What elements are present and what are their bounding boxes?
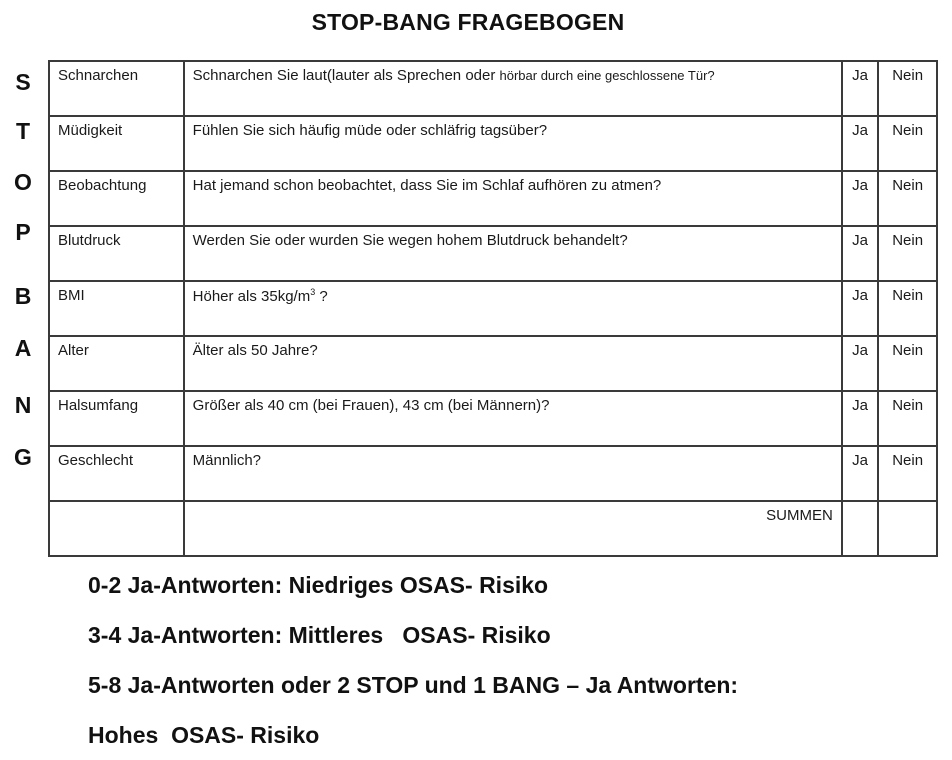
question-cell: Männlich? [184, 446, 842, 501]
category-cell: Halsumfang [49, 391, 184, 446]
table-row [49, 61, 937, 116]
acronym-letter-s: S [15, 69, 31, 95]
answer-yes[interactable]: Ja [842, 226, 878, 281]
question-cell: Größer als 40 cm (bei Frauen), 43 cm (bei Männern)? [184, 391, 842, 446]
table-row [49, 226, 937, 281]
answer-yes[interactable]: Ja [842, 61, 878, 116]
answer-yes[interactable]: Ja [842, 116, 878, 171]
answer-no[interactable]: Nein [878, 116, 937, 171]
answer-no[interactable]: Nein [878, 391, 937, 446]
scoring-line-high: 5-8 Ja-Antworten oder 2 STOP und 1 BANG – Ja Antworten: [88, 672, 739, 698]
table-row [49, 281, 937, 336]
summary-yes-total[interactable] [842, 501, 878, 556]
question-cell: Fühlen Sie sich häufig müde oder schläfrig tagsüber? [184, 116, 842, 171]
question-cell: Werden Sie oder wurden Sie wegen hohem Blutdruck behandelt? [184, 226, 842, 281]
category-cell: Beobachtung [49, 171, 184, 226]
question-cell [184, 61, 842, 116]
question-cell: Älter als 50 Jahre? [184, 336, 842, 391]
answer-yes[interactable]: Ja [842, 446, 878, 501]
table-row [49, 171, 937, 226]
question-text-end: ? [315, 288, 328, 305]
acronym-letter-a: A [14, 335, 32, 361]
category-cell: Müdigkeit [49, 116, 184, 171]
scoring-line-medium: 3-4 Ja-Antworten: Mittleres OSAS- Risiko [88, 622, 551, 648]
category-cell: Alter [49, 336, 184, 391]
acronym-letter-p: P [15, 219, 31, 245]
scoring-line-low: 0-2 Ja-Antworten: Niedriges OSAS- Risiko [88, 572, 549, 598]
category-cell: Geschlecht [49, 446, 184, 501]
answer-no[interactable]: Nein [878, 336, 937, 391]
question-text: Höher als 35kg/m [192, 288, 311, 305]
question-text-small: hörbar durch eine geschlossene Tür? [499, 68, 715, 83]
acronym-letter-o: O [14, 169, 32, 195]
answer-no[interactable]: Nein [878, 171, 937, 226]
table-row [49, 446, 937, 501]
summary-row [49, 501, 937, 556]
question-cell: Hat jemand schon beobachtet, dass Sie im Schlaf aufhören zu atmen? [184, 171, 842, 226]
table-row [49, 336, 937, 391]
page-title: STOP-BANG FRAGEBOGEN [311, 9, 625, 35]
question-cell [184, 281, 842, 336]
category-cell: Blutdruck [49, 226, 184, 281]
table-row [49, 391, 937, 446]
question-text: Schnarchen Sie laut(lauter als Sprechen oder [192, 67, 500, 84]
table-row [49, 116, 937, 171]
answer-no[interactable]: Nein [878, 226, 937, 281]
answer-yes[interactable]: Ja [842, 336, 878, 391]
superscript: 3 [310, 287, 316, 297]
scoring-line-high-risk: Hohes OSAS- Risiko [88, 722, 320, 748]
summary-label: SUMMEN [184, 501, 842, 556]
answer-yes[interactable]: Ja [842, 281, 878, 336]
acronym-letter-t: T [15, 118, 31, 144]
answer-no[interactable]: Nein [878, 281, 937, 336]
questionnaire-table [48, 60, 938, 557]
acronym-letter-g: G [14, 444, 32, 470]
scoring-legend [88, 560, 738, 760]
answer-no[interactable]: Nein [878, 446, 937, 501]
acronym-letter-n: N [14, 392, 32, 418]
acronym-letter-b: B [14, 283, 32, 309]
category-cell: BMI [49, 281, 184, 336]
answer-yes[interactable]: Ja [842, 391, 878, 446]
category-cell: Schnarchen [49, 61, 184, 116]
answer-no[interactable]: Nein [878, 61, 937, 116]
summary-empty-cell [49, 501, 184, 556]
answer-yes[interactable]: Ja [842, 171, 878, 226]
summary-no-total[interactable] [878, 501, 937, 556]
